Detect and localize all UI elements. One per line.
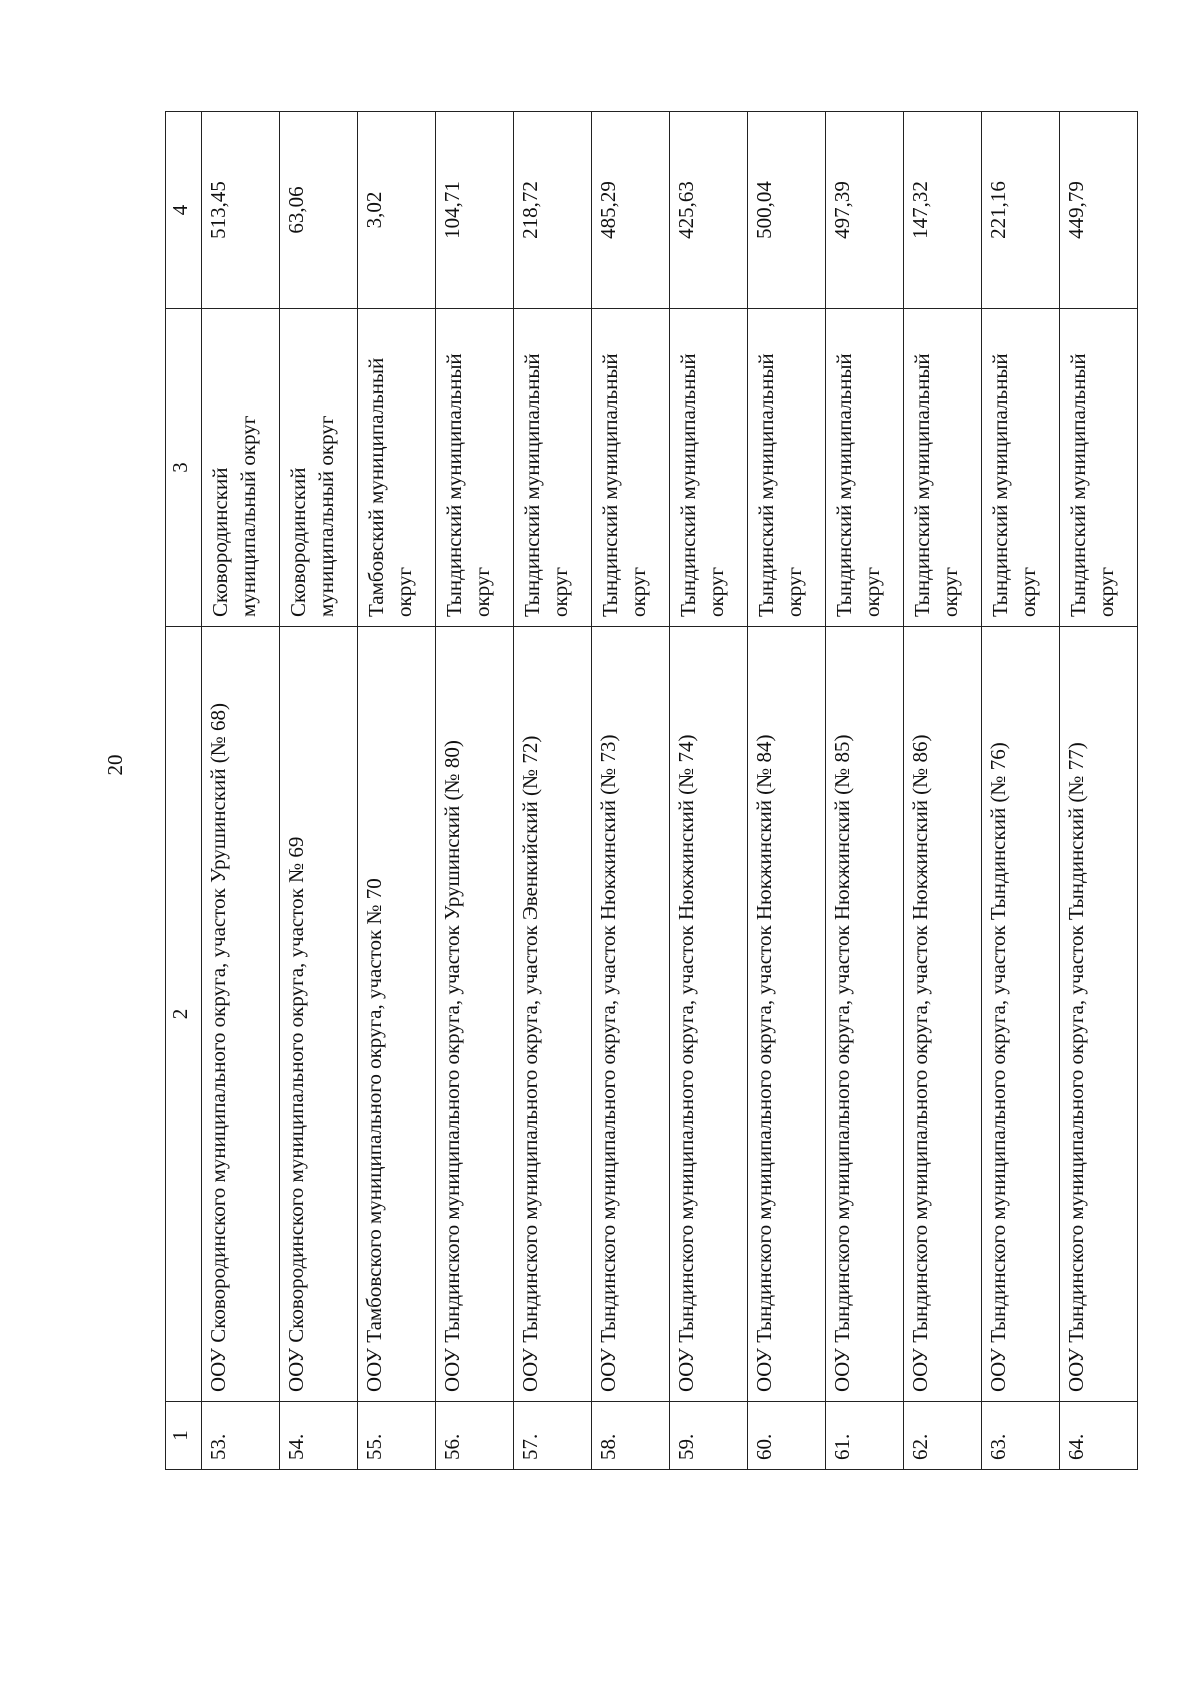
value-cell: 147,32 — [904, 112, 982, 309]
page-number: 20 — [103, 754, 127, 776]
row-number-cell: 61. — [826, 1402, 904, 1470]
header-cell-3: 3 — [166, 309, 202, 627]
value-cell: 218,72 — [514, 112, 592, 309]
object-name-cell: ООУ Сковородинского муниципального округа, участок Урушинский (№ 68) — [202, 627, 280, 1402]
table-header-row — [166, 112, 202, 1470]
row-number-cell: 57. — [514, 1402, 592, 1470]
row-number-cell: 56. — [436, 1402, 514, 1470]
row-number-cell: 62. — [904, 1402, 982, 1470]
object-name-cell: ООУ Тындинского муниципального округа, участок Нюкжинский (№ 86) — [904, 627, 982, 1402]
table-row — [436, 112, 514, 1470]
value-cell: 513,45 — [202, 112, 280, 309]
object-name-cell: ООУ Тындинского муниципального округа, участок Эвенкийский (№ 72) — [514, 627, 592, 1402]
row-number-cell: 55. — [358, 1402, 436, 1470]
table-row — [826, 112, 904, 1470]
object-name-cell: ООУ Тындинского муниципального округа, участок Нюкжинский (№ 74) — [670, 627, 748, 1402]
district-cell: Тындинский муниципальный округ — [748, 309, 826, 627]
value-cell: 3,02 — [358, 112, 436, 309]
row-number-cell: 59. — [670, 1402, 748, 1470]
district-cell: Сковородинский муниципальный округ — [280, 309, 358, 627]
object-name-cell: ООУ Тындинского муниципального округа, участок Тындинский (№ 77) — [1060, 627, 1138, 1402]
row-number-cell: 54. — [280, 1402, 358, 1470]
table-row — [592, 112, 670, 1470]
object-name-cell: ООУ Тындинского муниципального округа, участок Нюкжинский (№ 85) — [826, 627, 904, 1402]
row-number-cell: 64. — [1060, 1402, 1138, 1470]
value-cell: 63,06 — [280, 112, 358, 309]
header-cell-4: 4 — [166, 112, 202, 309]
district-cell: Тындинский муниципальный округ — [982, 309, 1060, 627]
district-cell: Тамбовский муниципальный округ — [358, 309, 436, 627]
table-row — [982, 112, 1060, 1470]
table-row — [904, 112, 982, 1470]
table-row — [358, 112, 436, 1470]
object-name-cell: ООУ Тындинского муниципального округа, участок Урушинский (№ 80) — [436, 627, 514, 1402]
register-table — [165, 111, 1138, 1470]
value-cell: 497,39 — [826, 112, 904, 309]
district-cell: Тындинский муниципальный округ — [904, 309, 982, 627]
table-row — [202, 112, 280, 1470]
value-cell: 485,29 — [592, 112, 670, 309]
table-row — [670, 112, 748, 1470]
value-cell: 425,63 — [670, 112, 748, 309]
object-name-cell: ООУ Сковородинского муниципального округа, участок № 69 — [280, 627, 358, 1402]
row-number-cell: 60. — [748, 1402, 826, 1470]
row-number-cell: 63. — [982, 1402, 1060, 1470]
object-name-cell: ООУ Тамбовского муниципального округа, участок № 70 — [358, 627, 436, 1402]
value-cell: 500,04 — [748, 112, 826, 309]
object-name-cell: ООУ Тындинского муниципального округа, участок Нюкжинский (№ 84) — [748, 627, 826, 1402]
district-cell: Тындинский муниципальный округ — [436, 309, 514, 627]
district-cell: Тындинский муниципальный округ — [670, 309, 748, 627]
table-row — [1060, 112, 1138, 1470]
row-number-cell: 58. — [592, 1402, 670, 1470]
value-cell: 221,16 — [982, 112, 1060, 309]
table-row — [280, 112, 358, 1470]
header-cell-2: 2 — [166, 627, 202, 1402]
district-cell: Тындинский муниципальный округ — [826, 309, 904, 627]
table-body — [202, 112, 1138, 1470]
header-cell-1: 1 — [166, 1402, 202, 1470]
object-name-cell: ООУ Тындинского муниципального округа, участок Тындинский (№ 76) — [982, 627, 1060, 1402]
table-row — [514, 112, 592, 1470]
table-row — [748, 112, 826, 1470]
rotated-page-content — [100, 30, 1118, 1500]
object-name-cell: ООУ Тындинского муниципального округа, участок Нюкжинский (№ 73) — [592, 627, 670, 1402]
value-cell: 104,71 — [436, 112, 514, 309]
district-cell: Тындинский муниципальный округ — [514, 309, 592, 627]
value-cell: 449,79 — [1060, 112, 1138, 309]
district-cell: Тындинский муниципальный округ — [592, 309, 670, 627]
row-number-cell: 53. — [202, 1402, 280, 1470]
district-cell: Сковородинский муниципальный округ — [202, 309, 280, 627]
district-cell: Тындинский муниципальный округ — [1060, 309, 1138, 627]
